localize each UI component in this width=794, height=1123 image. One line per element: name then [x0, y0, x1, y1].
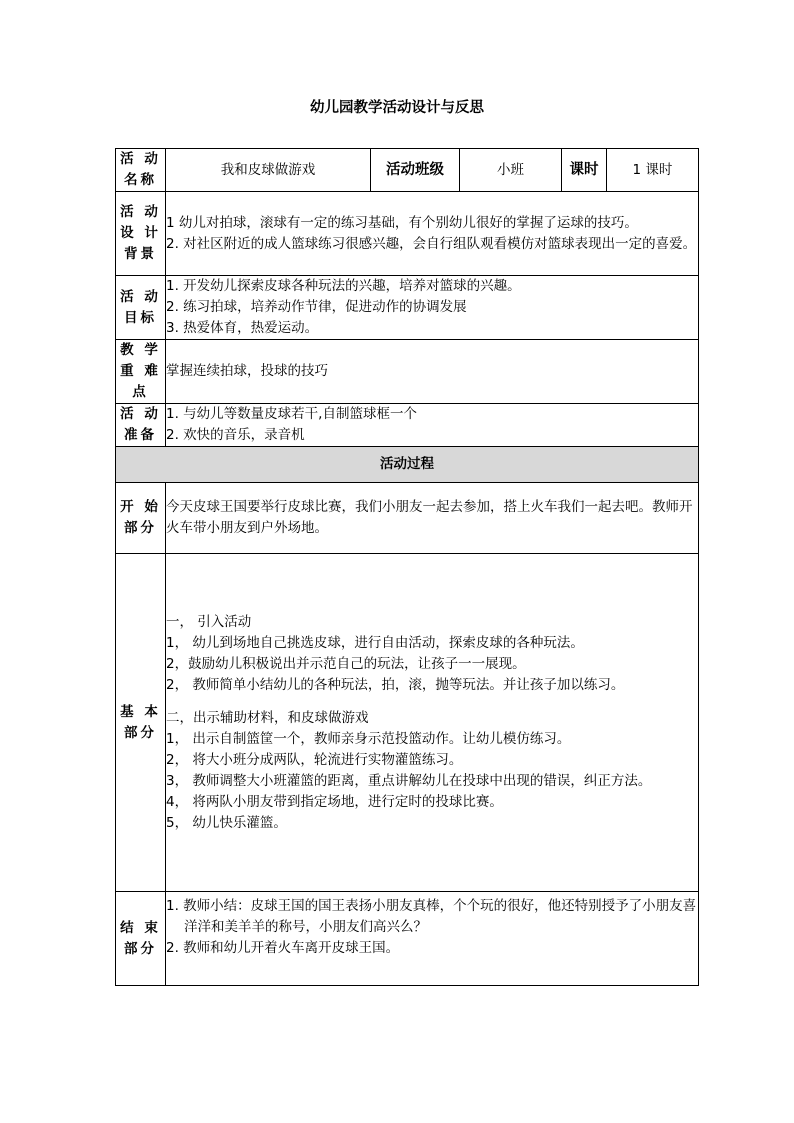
activity-name-value: 我和皮球做游戏	[166, 149, 371, 192]
opening-label: 开 始 部分	[116, 483, 166, 554]
basic-part1-item: 1， 幼儿到场地自己挑选皮球，进行自由活动，探索皮球的各种玩法。	[166, 634, 584, 651]
goals-label: 活 动 目标	[116, 276, 166, 340]
class-value: 小班	[460, 149, 562, 192]
ending-row	[116, 892, 699, 986]
background-line: 1 幼儿对拍球，滚球有一定的练习基础，有个别幼儿很好的掌握了运球的技巧。	[166, 214, 638, 231]
key-points-row	[116, 340, 699, 404]
process-section-title: 活动过程	[116, 447, 699, 483]
basic-part2-item: 2， 将大小班分成两队，轮流进行实物灌篮练习。	[166, 751, 463, 768]
basic-label: 基 本 部分	[116, 554, 166, 892]
basic-content	[166, 554, 699, 892]
period-label: 课时	[562, 149, 607, 192]
key-points-label: 教 学 重 难 点	[116, 340, 166, 404]
preparation-item: 2. 欢快的音乐，录音机	[166, 427, 305, 443]
basic-part1-item: 2， 教师简单小结幼儿的各种玩法，拍，滚，抛等玩法。并让孩子加以练习。	[166, 676, 625, 693]
basic-part1-item: 2，鼓励幼儿积极说出并示范自己的玩法，让孩子一一展现。	[166, 655, 526, 672]
class-label: 活动班级	[371, 149, 460, 192]
basic-part2-item: 5， 幼儿快乐灌篮。	[166, 814, 287, 831]
process-header-row	[116, 447, 699, 483]
lesson-plan-table	[115, 148, 699, 986]
ending-label: 结 束 部分	[116, 892, 166, 986]
basic-part2-item: 3， 教师调整大小班灌篮的距离，重点讲解幼儿在投球中出现的错误，纠正方法。	[166, 772, 652, 789]
goal-item: 3. 热爱体育，热爱运动。	[166, 320, 319, 336]
goal-item: 2. 练习拍球，培养动作节律，促进动作的协调发展	[166, 299, 467, 315]
preparation-label: 活 动 准备	[116, 404, 166, 447]
goals-row	[116, 276, 699, 340]
goals-content	[166, 276, 699, 340]
activity-name-label: 活 动 名称	[116, 149, 166, 192]
preparation-row	[116, 404, 699, 447]
basic-part2-item: 1， 出示自制篮筐一个，教师亲身示范投篮动作。让幼儿模仿练习。	[166, 730, 571, 747]
background-label: 活 动 设 计 背景	[116, 192, 166, 276]
preparation-item: 1. 与幼儿等数量皮球若干,自制篮球框一个	[166, 406, 417, 422]
paragraph-gap	[166, 696, 698, 708]
opening-row	[116, 483, 699, 554]
basic-part1-heading: 一， 引入活动	[166, 613, 252, 630]
opening-content: 今天皮球王国要举行皮球比赛，我们小朋友一起去参加，搭上火车我们一起去吧。教师开火车带小朋友到户外场地。	[166, 483, 699, 554]
preparation-content	[166, 404, 699, 447]
ending-item: 1. 教师小结：皮球王国的国王表扬小朋友真棒，个个玩的很好，他还特别授予了小朋友喜洋洋和美羊羊的称号，小朋友们高兴么？	[166, 898, 697, 935]
page-title: 幼儿园教学活动设计与反思	[310, 100, 484, 116]
ending-content	[166, 892, 699, 986]
basic-part2-item: 4， 将两队小朋友带到指定场地，进行定时的投球比赛。	[166, 793, 503, 810]
background-content	[166, 192, 699, 276]
goal-item: 1. 开发幼儿探索皮球各种玩法的兴趣，培养对篮球的兴趣。	[166, 278, 521, 294]
key-points-content: 掌握连续拍球，投球的技巧	[166, 340, 699, 404]
period-value: 1 课时	[607, 149, 699, 192]
ending-item: 2. 教师和幼儿开着火车离开皮球王国。	[166, 940, 400, 956]
background-line: 2. 对社区附近的成人篮球练习很感兴趣，会自行组队观看模仿对篮球表现出一定的喜爱。	[166, 235, 697, 252]
activity-name-row	[116, 149, 699, 192]
basic-row	[116, 554, 699, 892]
basic-part2-heading: 二，出示辅助材料，和皮球做游戏	[166, 709, 369, 726]
background-row	[116, 192, 699, 276]
